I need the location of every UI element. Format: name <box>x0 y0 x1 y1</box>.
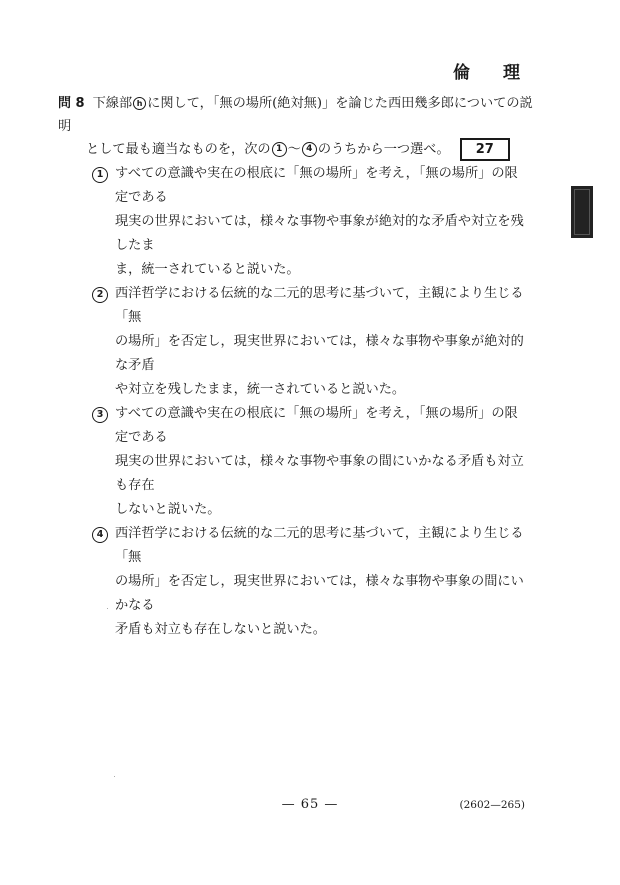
question-line-2 <box>58 138 538 161</box>
range-start-marker: 1 <box>272 142 287 157</box>
question-line-1 <box>58 92 538 138</box>
section-index-tab <box>571 186 593 238</box>
choice-number: 1 <box>92 167 108 183</box>
scan-speck <box>107 608 108 609</box>
choice-item[interactable] <box>88 522 528 642</box>
question-text-post: に関して，「無の場所(絶対無)」を論じた西田幾多郎についての説明 <box>58 96 533 134</box>
choice-number: 3 <box>92 407 108 423</box>
choice-text-line: しないと説いた。 <box>115 502 221 517</box>
choice-text-line: 現実の世界においては，様々な事物や事象の間にいかなる矛盾も対立も存在 <box>115 454 524 493</box>
choice-text-line: すべての意識や実在の根底に「無の場所」を考え，「無の場所」の限定である <box>115 406 518 445</box>
choice-text-line: の場所」を否定し，現実世界においては，様々な事物や事象の間にいかなる <box>115 574 524 613</box>
choice-text-line: 西洋哲学における伝統的な二元的思考に基づいて，主観により生じる「無 <box>115 286 524 325</box>
question-label: 問 8 <box>58 96 85 111</box>
choice-number: 2 <box>92 287 108 303</box>
scan-speck <box>114 776 115 777</box>
choice-item[interactable] <box>88 402 528 522</box>
question-text-line2-pre: として最も適当なものを，次の <box>86 142 271 157</box>
choice-text-line: 矛盾も対立も存在しないと説いた。 <box>115 622 326 637</box>
answer-number-box[interactable]: 27 <box>460 138 510 161</box>
choice-item[interactable] <box>88 162 528 282</box>
choice-list <box>88 162 528 642</box>
choice-text-line: の場所」を否定し，現実世界においては，様々な事物や事象が絶対的な矛盾 <box>115 334 524 373</box>
question-text-pre: 下線部 <box>92 96 133 111</box>
choice-text-line: ま，統一されていると説いた。 <box>115 262 300 277</box>
subject-title: 倫 理 <box>453 63 528 83</box>
range-end-marker: 4 <box>302 142 317 157</box>
page-number: — 65 — <box>281 797 339 812</box>
choice-item[interactable] <box>88 282 528 402</box>
choice-text-line: や対立を残したまま，統一されていると説いた。 <box>115 382 406 397</box>
choice-number: 4 <box>92 527 108 543</box>
underline-marker: h <box>133 97 146 110</box>
choice-text-line: 西洋哲学における伝統的な二元的思考に基づいて，主観により生じる「無 <box>115 526 524 565</box>
range-tilde: ～ <box>287 142 301 157</box>
choice-text-line: すべての意識や実在の根底に「無の場所」を考え，「無の場所」の限定である <box>115 166 518 205</box>
question-text-line2-post: のうちから一つ選べ。 <box>317 142 450 157</box>
choice-text-line: 現実の世界においては，様々な事物や事象が絶対的な矛盾や対立を残したま <box>115 214 524 253</box>
question-stem <box>58 92 538 161</box>
document-code: (2602—265) <box>459 799 525 811</box>
